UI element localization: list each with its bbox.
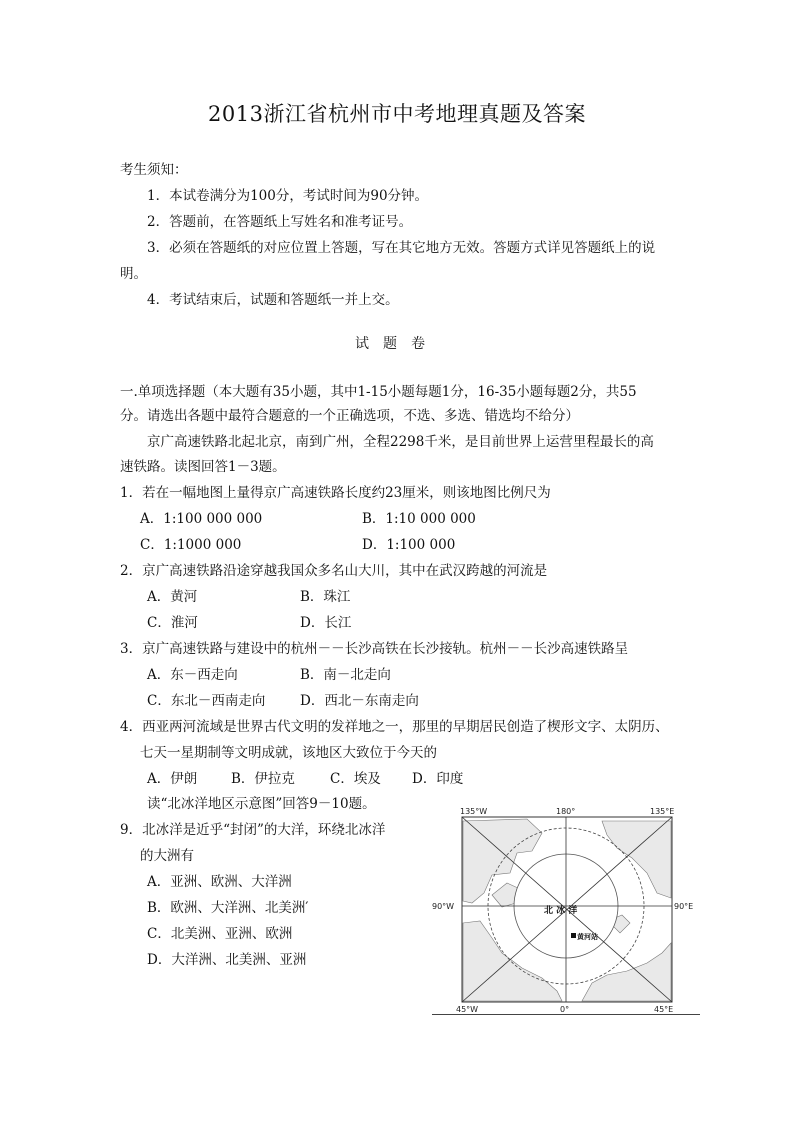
q2-option-d: D．长江: [300, 615, 352, 631]
q3-option-a: A．东－西走向: [147, 667, 238, 683]
q3-stem: 3．京广高速铁路与建设中的杭州－－长沙高铁在长沙接轨。杭州－－长沙高速铁路呈: [120, 641, 629, 657]
q1-option-d: D．1:100 000: [362, 537, 456, 553]
notice-item-2: 2．答题前，在答题纸上写姓名和准考证号。: [147, 214, 413, 230]
label-45w: 45°W: [456, 1005, 479, 1014]
label-90w: 90°W: [432, 902, 455, 911]
notice-item-1: 1．本试卷满分为100分，考试时间为90分钟。: [147, 188, 429, 204]
q4-option-b: B．伊拉克: [231, 771, 295, 787]
q9-stem-line2: 的大洲有: [140, 848, 194, 864]
intro1-line2: 速铁路。读图回答1－3题。: [120, 459, 286, 475]
q3-option-c: C．东北－西南走向: [147, 693, 266, 709]
q1-option-a: A．1:100 000 000: [140, 511, 263, 527]
part1-instructions-line2: 分。请选出各题中最符合题意的一个正确选项，不选、多选、错选均不给分）: [120, 408, 579, 424]
q9-option-a: A．亚洲、欧洲、大洋洲: [147, 874, 292, 890]
q4-option-c: C．埃及: [330, 771, 381, 787]
arctic-map: [432, 803, 700, 1015]
q2-stem: 2．京广高速铁路沿途穿越我国众多名山大川，其中在武汉跨越的河流是: [120, 563, 548, 579]
q3-option-d: D．西北－东南走向: [300, 693, 419, 709]
q9-option-b: B．欧洲、大洋洲、北美洲′: [147, 900, 309, 916]
q3-option-b: B．南－北走向: [300, 667, 391, 683]
section-title: 试题卷: [355, 336, 439, 352]
q1-option-b: B．1:10 000 000: [362, 511, 476, 527]
ocean-label: 北 冰 洋: [544, 906, 578, 916]
part1-instructions-line1: 一.单项选择题（本大题有35小题，其中1-15小题每题1分，16-35小题每题2分，共55: [120, 384, 637, 400]
q1-stem: 1．若在一幅地图上量得京广高速铁路长度约23厘米，则该地图比例尺为: [120, 485, 551, 501]
q9-option-d: D．大洋洲、北美洲、亚洲: [147, 952, 307, 968]
station-marker: [571, 933, 576, 938]
q1-option-c: C．1:1000 000: [140, 537, 242, 553]
notice-item-4: 4．考试结束后，试题和答题纸一并上交。: [147, 292, 399, 308]
label-135w: 135°W: [460, 807, 488, 816]
station-label: 黄河站: [577, 933, 598, 941]
label-45e: 45°E: [654, 1005, 674, 1014]
q2-option-a: A．黄河: [147, 589, 198, 605]
document-title: 2013浙江省杭州市中考地理真题及答案: [208, 102, 586, 126]
label-90e: 90°E: [674, 902, 694, 911]
notice-heading: 考生须知：: [120, 162, 188, 178]
q4-option-a: A．伊朗: [147, 771, 198, 787]
intro1-line1: 京广高速铁路北起北京，南到广州，全程2298千米，是目前世界上运营里程最长的高: [147, 434, 654, 450]
q4-stem-line2: 七天一星期制等文明成就，该地区大致位于今天的: [140, 745, 437, 761]
label-0: 0°: [560, 1005, 570, 1014]
q9-stem-line1: 9．北冰洋是近乎“封闭”的大洋，环绕北冰洋: [120, 822, 386, 838]
notice-item-3: 3．必须在答题纸的对应位置上答题，写在其它地方无效。答题方式详见答题纸上的说: [147, 240, 656, 256]
q4-stem-line1: 4．西亚两河流域是世界古代文明的发祥地之一，那里的早期居民创造了楔形文字、太阴历、: [120, 719, 669, 735]
label-135e: 135°E: [650, 807, 675, 816]
map-baseline: [432, 1014, 700, 1015]
intro2: 读“北冰洋地区示意图”回答9－10题。: [147, 796, 376, 812]
notice-item-3-cont: 明。: [120, 266, 147, 282]
label-180: 180°: [556, 807, 576, 816]
q9-option-c: C．北美洲、亚洲、欧洲: [147, 926, 293, 942]
q2-option-c: C．淮河: [147, 615, 198, 631]
q4-option-d: D．印度: [412, 771, 464, 787]
q2-option-b: B．珠江: [300, 589, 351, 605]
